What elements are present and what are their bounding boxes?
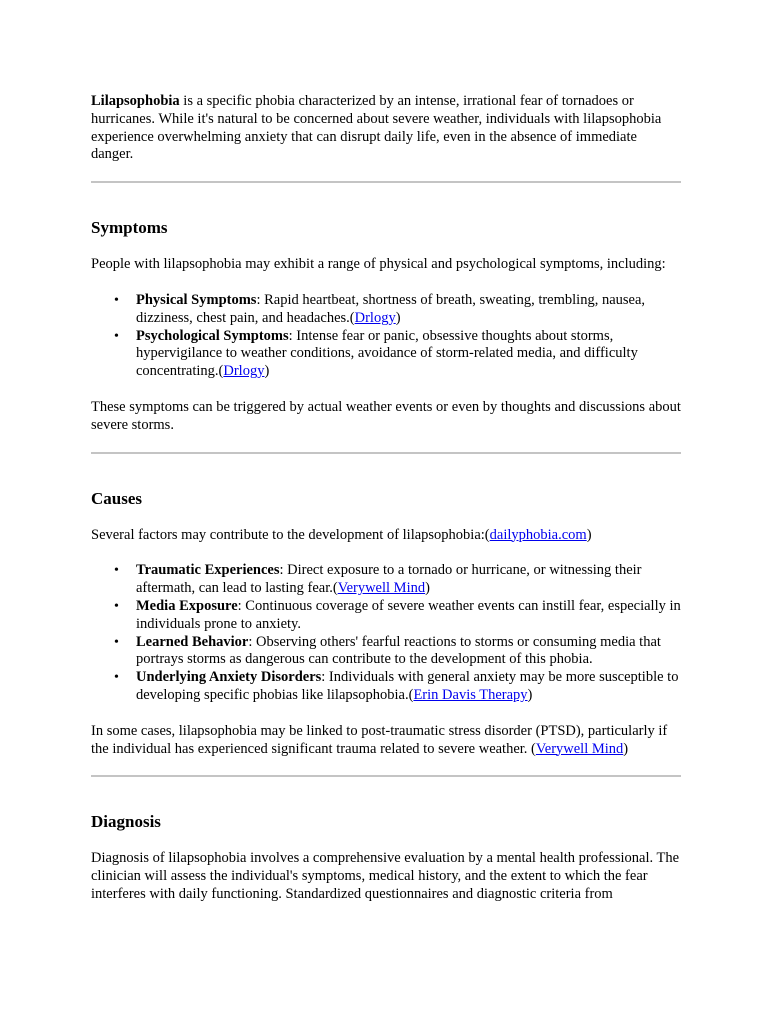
list-item-term: Learned Behavior bbox=[136, 633, 249, 650]
diagnosis-heading: Diagnosis bbox=[91, 812, 161, 832]
source-link-verywell-mind[interactable]: Verywell Mind bbox=[337, 580, 426, 597]
list-item bbox=[136, 328, 681, 381]
list-item-text: : Individuals with general anxiety may be more susceptible to developing specific phobias like lilapsophobia.( bbox=[136, 669, 679, 703]
list-item-tail: ) bbox=[264, 363, 270, 380]
symptoms-heading: Symptoms bbox=[91, 218, 168, 238]
list-item-text: : Observing others' fearful reactions to storms or consuming media that portrays storms as dangerous can contribute to the development of this phobia. bbox=[136, 633, 661, 668]
list-item-text: : Intense fear or panic, obsessive thoughts about storms, hypervigilance to weather conditions, avoidance of storm-related media, and difficulty concentrating.( bbox=[136, 327, 638, 380]
intro-text: is a specific phobia characterized by an intense, irrational fear of tornadoes or hurricanes. While it's natural to be concerned about severe weather, individuals with lilapsophobia experience overwhelming anxiety that can disrupt daily life, even in the absence of immediate danger. bbox=[91, 93, 662, 163]
document-page bbox=[91, 93, 681, 904]
list-item bbox=[136, 562, 681, 598]
list-item-text: : Direct exposure to a tornado or hurricane, or witnessing their aftermath, can lead to lasting fear.( bbox=[136, 562, 642, 597]
causes-closing-text: In some cases, lilapsophobia may be linked to post-traumatic stress disorder (PTSD), particularly if the individual has experienced significant trauma related to severe weather. ( bbox=[91, 722, 668, 757]
symptoms-lead: People with lilapsophobia may exhibit a range of physical and psychological symptoms, including: bbox=[91, 256, 666, 273]
list-item bbox=[136, 598, 681, 634]
list-item-term: Media Exposure bbox=[136, 597, 238, 614]
causes-heading: Causes bbox=[91, 488, 143, 508]
list-item bbox=[136, 292, 681, 328]
causes-closing-tail: ) bbox=[623, 740, 629, 757]
list-item-text: : Continuous coverage of severe weather events can instill fear, especially in individuals prone to anxiety. bbox=[136, 597, 681, 632]
causes-lead-text: Several factors may contribute to the development of lilapsophobia:( bbox=[91, 526, 490, 543]
symptoms-list bbox=[91, 292, 681, 381]
list-item-term: Physical Symptoms bbox=[136, 291, 257, 308]
intro-paragraph bbox=[91, 93, 681, 164]
source-link-erin-davis-therapy[interactable]: Erin Davis Therapy bbox=[413, 686, 528, 703]
list-item-text: : Rapid heartbeat, shortness of breath, sweating, trembling, nausea, dizziness, chest pain, and headaches.( bbox=[136, 291, 646, 326]
list-item bbox=[136, 634, 681, 670]
source-link-dailyphobia[interactable]: dailyphobia.com bbox=[489, 526, 587, 543]
list-item-tail: ) bbox=[395, 309, 401, 326]
causes-closing bbox=[91, 723, 681, 759]
list-item-tail: ) bbox=[425, 580, 430, 597]
list-item-term: Psychological Symptoms bbox=[136, 327, 289, 344]
source-link-verywell-mind[interactable]: Verywell Mind bbox=[535, 740, 624, 757]
source-link-drlogy[interactable]: Drlogy bbox=[354, 309, 396, 326]
causes-list bbox=[91, 562, 681, 704]
causes-lead bbox=[91, 527, 681, 545]
symptoms-closing: These symptoms can be triggered by actual weather events or even by thoughts and discussions about severe storms. bbox=[91, 398, 681, 433]
list-item-tail: ) bbox=[527, 686, 533, 703]
causes-lead-tail: ) bbox=[586, 526, 592, 543]
source-link-drlogy[interactable]: Drlogy bbox=[223, 363, 265, 380]
intro-term: Lilapsophobia bbox=[91, 93, 180, 109]
list-item-term: Underlying Anxiety Disorders bbox=[136, 669, 322, 686]
diagnosis-paragraph: Diagnosis of lilapsophobia involves a comprehensive evaluation by a mental health professional. The clinician will assess the individual's symptoms, medical history, and the extent to which the fear interferes with daily functioning. Standardized questionnaires and diagnostic criteria from bbox=[91, 850, 680, 902]
list-item bbox=[136, 669, 681, 705]
list-item-term: Traumatic Experiences bbox=[136, 562, 280, 579]
